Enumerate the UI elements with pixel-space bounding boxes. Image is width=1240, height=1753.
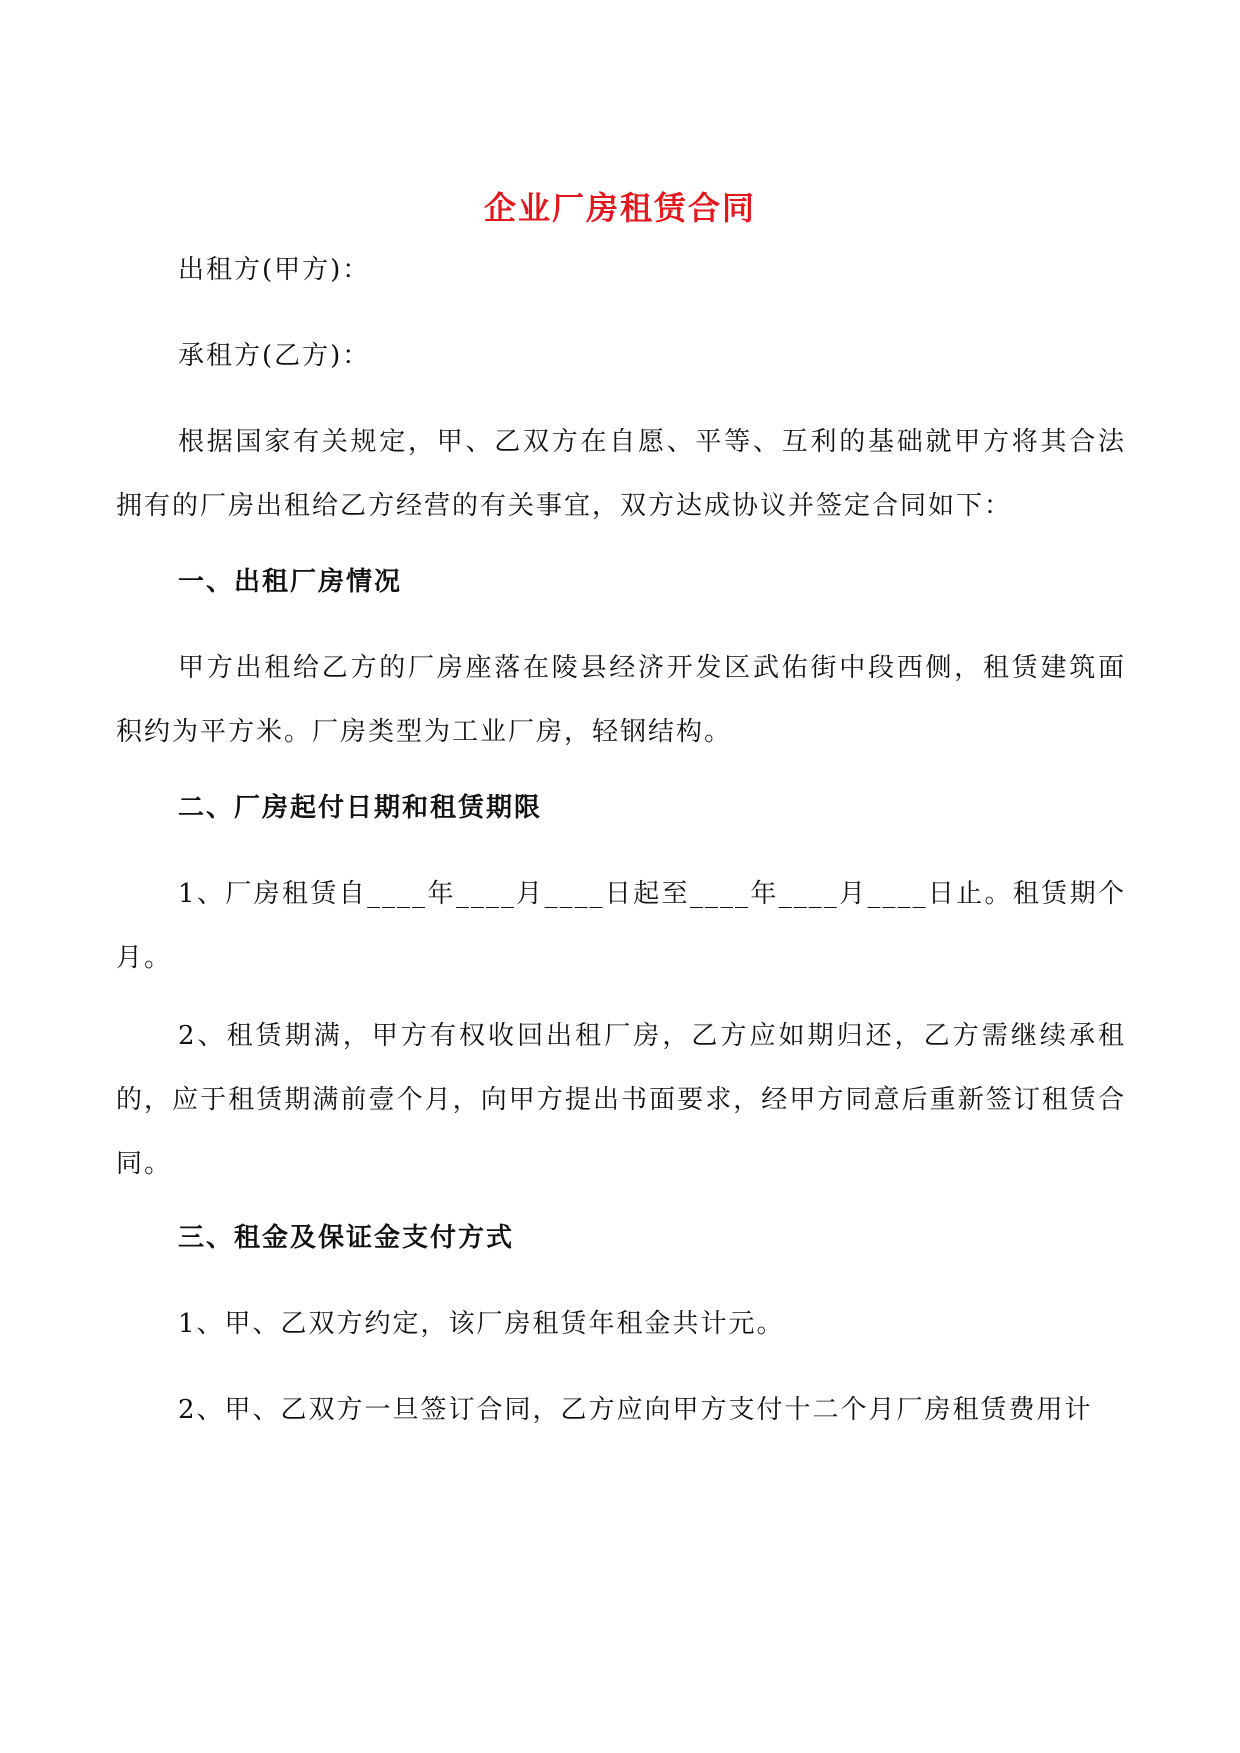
party-b-label: 承租方(乙方)：: [178, 341, 371, 371]
section-2-item-2: 2、租赁期满，甲方有权收回出租厂房，乙方应如期归还，乙方需继续承租的，应于租赁期满前壹个月，向甲方提出书面要求，经甲方同意后重新签订租赁合同。: [116, 1021, 1126, 1179]
section-3-item-1: 1、甲、乙双方约定，该厂房租赁年租金共计元。: [178, 1309, 785, 1339]
section-3-item-2: 2、甲、乙双方一旦签订合同，乙方应向甲方支付十二个月厂房租赁费用计: [178, 1395, 1093, 1425]
section-2-item-1: 1、厂房租赁自____年____月____日起至____年____月____日止。租赁期个月。: [116, 879, 1126, 973]
section-3-heading: 三、租金及保证金支付方式: [178, 1223, 515, 1253]
section-2-heading: 二、厂房起付日期和租赁期限: [178, 793, 543, 823]
section-1-paragraph: 甲方出租给乙方的厂房座落在陵县经济开发区武佑街中段西侧，租赁建筑面积约为平方米。厂房类型为工业厂房，轻钢结构。: [116, 653, 1126, 747]
document-title: 企业厂房租赁合同: [483, 189, 756, 227]
section-1-heading: 一、出租厂房情况: [178, 567, 403, 597]
party-a-label: 出租方(甲方)：: [178, 255, 371, 285]
intro-paragraph: 根据国家有关规定，甲、乙双方在自愿、平等、互利的基础就甲方将其合法拥有的厂房出租给乙方经营的有关事宜，双方达成协议并签定合同如下：: [116, 427, 1126, 521]
